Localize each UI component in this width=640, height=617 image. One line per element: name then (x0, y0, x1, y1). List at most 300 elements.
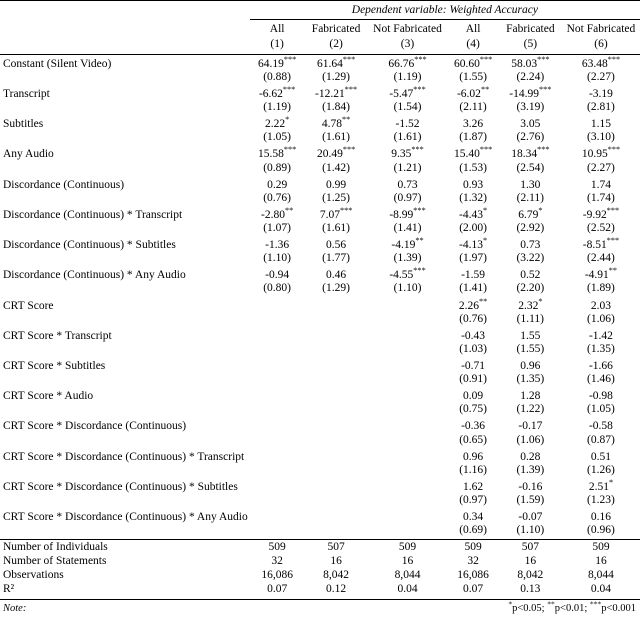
coefficient-row (0, 297, 640, 313)
stat-value: 16,086 (457, 569, 489, 582)
stat-value: 509 (447, 539, 498, 554)
variable-label: CRT Score * Subtitles (3, 360, 106, 373)
standard-error-cell: (1.26) (587, 463, 615, 476)
blank-label (0, 192, 250, 207)
coefficient-cell: 4.78** (321, 115, 351, 131)
coefficient-row (0, 86, 640, 102)
variable-label: CRT Score * Discordance (Continuous) * Subtitles (3, 480, 238, 493)
variable-label: CRT Score * Discordance (Continuous) * Transcript (3, 450, 245, 463)
stat-value: 509 (562, 539, 640, 554)
column-number: (1) (250, 36, 305, 55)
coefficient-cell: 18.34*** (511, 145, 550, 161)
standard-error-cell (368, 494, 448, 509)
standard-error-cell (250, 524, 305, 539)
note-row (0, 600, 640, 617)
stat-value: 509 (250, 539, 305, 554)
standard-error-cell (368, 343, 448, 358)
variable-label: Constant (Silent Video) (3, 57, 112, 70)
coefficient-cell (305, 448, 368, 464)
blank-label (0, 282, 250, 297)
coefficient-cell (305, 418, 368, 434)
standard-error-cell: (1.77) (322, 252, 350, 265)
standard-error-row (0, 101, 640, 116)
standard-error-cell (368, 464, 448, 479)
coefficient-cell: 0.52 (520, 269, 541, 282)
variable-label: Discordance (Continuous) * Subtitles (3, 239, 176, 252)
note-label: Note: (0, 600, 250, 617)
stat-value: 507 (499, 539, 562, 554)
coefficient-cell (250, 478, 305, 494)
standard-error-row (0, 403, 640, 418)
coefficient-cell (368, 388, 448, 404)
standard-error-row (0, 524, 640, 539)
coefficient-cell: -0.17 (518, 420, 543, 433)
significance-note: *p<0.05; **p<0.01; ***p<0.001 (250, 600, 640, 617)
standard-error-cell (305, 343, 368, 358)
coefficient-cell: 64.19*** (257, 55, 297, 70)
stat-label: Observations (3, 569, 64, 582)
standard-error-row (0, 494, 640, 509)
standard-error-cell (368, 313, 448, 328)
standard-error-cell: (2.11) (516, 191, 545, 204)
coefficient-cell: -6.62*** (258, 85, 296, 101)
coefficient-cell: 0.46 (326, 269, 347, 282)
stat-value: 0.07 (267, 583, 288, 596)
blank-label (0, 434, 250, 449)
coefficient-cell: -0.71 (461, 360, 486, 373)
standard-error-cell: (2.52) (587, 222, 615, 235)
stat-value: 0.04 (590, 583, 612, 596)
standard-error-cell: (0.97) (459, 494, 487, 506)
standard-error-cell: (2.27) (587, 70, 615, 83)
dependent-variable-header: Dependent variable: Weighted Accuracy (250, 1, 640, 20)
standard-error-cell: (2.92) (516, 222, 545, 235)
standard-error-cell: (3.10) (587, 131, 615, 144)
coefficient-cell: 3.05 (520, 118, 541, 131)
variable-label: Discordance (Continuous) * Any Audio (3, 269, 186, 282)
standard-error-cell: (1.05) (587, 403, 615, 416)
standard-error-cell: (1.54) (393, 101, 422, 114)
coefficient-row (0, 448, 640, 464)
standard-error-cell: (0.96) (587, 524, 615, 537)
coefficient-cell: 60.60*** (453, 55, 493, 70)
stat-value: 16 (524, 554, 537, 567)
standard-error-cell: (1.41) (459, 282, 487, 295)
standard-error-cell: (0.88) (263, 70, 292, 83)
standard-error-cell: (1.41) (393, 222, 422, 235)
stat-value: 32 (467, 554, 479, 567)
coefficient-cell (250, 509, 305, 525)
standard-error-cell (368, 524, 448, 539)
standard-error-cell: (2.54) (516, 161, 545, 174)
coefficient-cell: -4.13* (459, 236, 488, 252)
coefficient-cell: 58.03*** (511, 55, 550, 70)
coefficient-cell: 3.26 (463, 118, 484, 131)
blank-label (0, 464, 250, 479)
coefficient-cell: 10.95*** (581, 145, 621, 161)
blank-label (0, 494, 250, 509)
standard-error-cell: (1.59) (516, 494, 545, 506)
blank-label (0, 131, 250, 146)
summary-stat-row (0, 554, 640, 568)
coefficient-cell: -12.21*** (315, 85, 358, 101)
stat-value: 0.12 (326, 583, 347, 596)
standard-error-cell: (2.11) (459, 101, 487, 114)
coefficient-cell: 15.58*** (257, 145, 297, 161)
coefficient-cell (250, 297, 305, 313)
coefficient-cell: 0.96 (463, 450, 484, 463)
standard-error-cell: (1.32) (459, 191, 487, 204)
standard-error-cell: (1.55) (459, 70, 487, 83)
blank-label (0, 101, 250, 116)
standard-error-cell: (1.29) (322, 70, 350, 83)
table-footer (0, 600, 640, 617)
coefficient-row (0, 176, 640, 192)
blank-label (0, 252, 250, 267)
stat-label: R² (3, 583, 15, 596)
standard-error-cell: (0.76) (263, 191, 292, 204)
coefficient-cell: 1.55 (520, 329, 541, 342)
blank-label (0, 343, 250, 358)
variable-label: CRT Score * Discordance (Continuous) * Any Audio (3, 511, 248, 524)
standard-error-cell: (1.10) (393, 282, 422, 295)
standard-error-cell: (1.35) (587, 342, 615, 355)
coefficient-cell (250, 388, 305, 404)
standard-error-cell: (0.75) (459, 403, 487, 416)
standard-error-cell: (1.22) (516, 403, 545, 416)
standard-error-cell: (1.19) (393, 70, 422, 83)
standard-error-cell (250, 464, 305, 479)
coefficient-cell (368, 297, 448, 313)
stat-label: Number of Individuals (0, 539, 250, 554)
standard-error-cell (250, 434, 305, 449)
coefficient-cell (305, 327, 368, 343)
standard-error-row (0, 373, 640, 388)
coefficient-row (0, 146, 640, 162)
coefficient-cell: 20.49*** (316, 145, 356, 161)
coefficient-cell: 1.62 (463, 480, 484, 493)
coefficient-cell: 0.29 (267, 178, 288, 191)
standard-error-cell (305, 494, 368, 509)
table-body (0, 55, 640, 600)
coefficient-cell: 0.99 (326, 178, 347, 191)
coefficient-cell: 66.76*** (388, 55, 427, 70)
coefficient-cell: 0.34 (463, 511, 484, 524)
standard-error-cell (368, 373, 448, 388)
blank-label (0, 373, 250, 388)
coefficient-cell (305, 509, 368, 525)
standard-error-row (0, 313, 640, 328)
standard-error-cell: (1.21) (393, 161, 422, 174)
standard-error-cell: (0.69) (459, 524, 487, 537)
coefficient-cell: -0.58 (588, 420, 613, 433)
coefficient-cell: -3.19 (588, 88, 613, 101)
standard-error-cell: (0.91) (459, 373, 487, 386)
coefficient-row (0, 358, 640, 374)
standard-error-cell (305, 403, 368, 418)
standard-error-cell: (1.74) (587, 191, 615, 204)
stat-value: 16,086 (261, 569, 293, 582)
standard-error-row (0, 71, 640, 86)
coefficient-cell: 0.51 (590, 450, 612, 463)
standard-error-cell: (2.44) (587, 252, 615, 265)
coefficient-row (0, 237, 640, 253)
coefficient-cell: -8.99*** (389, 206, 426, 221)
coefficient-cell (305, 297, 368, 313)
coefficient-cell: -2.80** (261, 206, 294, 221)
standard-error-cell: (1.03) (459, 342, 487, 355)
standard-error-row (0, 343, 640, 358)
coefficient-row (0, 116, 640, 132)
standard-error-cell (305, 464, 368, 479)
standard-error-cell: (2.20) (516, 282, 545, 295)
coefficient-cell: -1.59 (461, 269, 486, 282)
standard-error-cell (368, 434, 448, 449)
standard-error-cell: (1.89) (587, 282, 615, 295)
stat-value: 16 (595, 554, 607, 567)
coefficient-cell (368, 358, 448, 374)
column-number: (3) (368, 36, 448, 55)
corner-blank (0, 20, 250, 37)
coefficient-cell: 1.74 (590, 178, 612, 191)
standard-error-cell: (0.65) (459, 433, 487, 446)
coefficient-cell (368, 327, 448, 343)
standard-error-cell (250, 373, 305, 388)
coefficient-cell (250, 358, 305, 374)
coefficient-cell (305, 478, 368, 494)
standard-error-cell: (0.76) (459, 312, 487, 325)
coefficient-cell: -1.52 (395, 118, 420, 131)
standard-error-cell: (1.10) (263, 252, 292, 265)
standard-error-cell: (1.23) (587, 494, 615, 506)
coefficient-cell: 0.56 (326, 239, 347, 252)
coefficient-cell: -8.51*** (582, 236, 620, 252)
standard-error-cell: (0.80) (263, 282, 292, 295)
stat-value: 32 (271, 554, 283, 567)
blank-label (0, 524, 250, 539)
standard-error-cell (305, 373, 368, 388)
standard-error-cell: (2.00) (459, 222, 487, 235)
standard-error-row (0, 222, 640, 237)
coefficient-cell (368, 509, 448, 525)
standard-error-row (0, 192, 640, 207)
stat-value: 8,042 (323, 569, 350, 582)
column-label: Fabricated (506, 23, 555, 36)
column-number: (2) (305, 36, 368, 55)
coefficient-cell: -5.47*** (389, 85, 426, 101)
standard-error-cell: (1.19) (263, 101, 292, 114)
coefficient-cell: -0.43 (461, 329, 486, 342)
coefficient-cell (305, 358, 368, 374)
standard-error-row (0, 252, 640, 267)
variable-label: Any Audio (3, 148, 54, 161)
standard-error-row (0, 464, 640, 479)
coefficient-cell: -4.19** (391, 236, 424, 252)
coefficient-row (0, 55, 640, 71)
standard-error-cell: (0.97) (393, 191, 422, 204)
standard-error-cell: (1.55) (516, 342, 545, 355)
stat-value: 8,044 (588, 569, 614, 582)
coefficient-cell: -0.36 (461, 420, 486, 433)
standard-error-cell: (1.39) (393, 252, 422, 265)
standard-error-cell: (1.16) (459, 463, 487, 476)
standard-error-cell: (1.05) (263, 131, 292, 144)
coefficient-cell: 1.30 (520, 178, 541, 191)
coefficient-cell: 2.32* (518, 296, 543, 312)
coefficient-cell: -6.02** (456, 85, 490, 101)
standard-error-cell: (0.89) (263, 161, 292, 174)
column-number: (5) (499, 36, 562, 55)
standard-error-row (0, 282, 640, 297)
variable-label: CRT Score (3, 299, 54, 312)
coefficient-cell: -0.07 (518, 511, 543, 524)
standard-error-cell (250, 313, 305, 328)
column-label: All (465, 23, 481, 36)
coefficient-cell: 0.73 (520, 239, 541, 252)
coefficient-cell: -1.66 (588, 360, 613, 373)
standard-error-cell: (3.22) (516, 252, 545, 265)
coefficient-cell (368, 418, 448, 434)
stat-value: 0.13 (520, 583, 541, 596)
column-number: (4) (447, 36, 498, 55)
variable-label: CRT Score * Discordance (Continuous) (3, 420, 187, 433)
coefficient-row (0, 478, 640, 494)
standard-error-cell (250, 403, 305, 418)
blank-label (0, 162, 250, 177)
coefficient-cell (368, 448, 448, 464)
stat-value: 0.04 (397, 583, 418, 596)
variable-label: Transcript (3, 88, 50, 101)
coefficient-cell: 63.48*** (581, 55, 621, 70)
standard-error-cell: (2.81) (587, 101, 615, 114)
coefficient-cell: -9.92*** (582, 206, 620, 221)
stat-value: 507 (305, 539, 368, 554)
coefficient-cell: 7.07*** (319, 206, 353, 221)
coefficient-row (0, 388, 640, 404)
coefficient-cell: 0.93 (463, 178, 484, 191)
standard-error-cell (250, 494, 305, 509)
coefficient-row (0, 509, 640, 525)
coefficient-cell: 2.03 (590, 299, 612, 312)
standard-error-cell (368, 403, 448, 418)
coefficient-row (0, 327, 640, 343)
coefficient-cell: 0.73 (397, 178, 418, 191)
coefficient-cell: 2.22* (264, 115, 290, 131)
standard-error-cell: (1.10) (516, 524, 545, 537)
coefficient-cell: 1.28 (520, 390, 541, 403)
blank-label (0, 71, 250, 86)
coefficient-cell (305, 388, 368, 404)
stat-value: 509 (368, 539, 448, 554)
standard-error-row (0, 131, 640, 146)
standard-error-cell: (2.76) (516, 131, 545, 144)
coefficient-cell: -1.36 (265, 239, 290, 252)
standard-error-cell: (1.87) (459, 131, 487, 144)
standard-error-cell: (1.61) (322, 222, 350, 235)
standard-error-cell: (0.87) (587, 433, 615, 446)
coefficient-cell (368, 478, 448, 494)
table-header (0, 1, 640, 55)
coefficient-cell: 0.96 (520, 360, 541, 373)
standard-error-cell: (1.06) (516, 433, 545, 446)
variable-label: Discordance (Continuous) * Transcript (3, 208, 183, 221)
standard-error-row (0, 434, 640, 449)
standard-error-cell: (1.29) (322, 282, 350, 295)
coefficient-cell: 0.09 (463, 390, 484, 403)
coefficient-row (0, 206, 640, 222)
standard-error-cell (305, 434, 368, 449)
standard-error-cell: (1.61) (322, 131, 350, 144)
blank-label (0, 222, 250, 237)
standard-error-cell: (1.46) (587, 373, 615, 386)
coefficient-cell (250, 327, 305, 343)
coefficient-cell: 2.51* (588, 478, 614, 493)
coefficient-cell: 9.35*** (391, 145, 424, 161)
coefficient-row (0, 418, 640, 434)
standard-error-cell: (2.27) (587, 161, 615, 174)
blank-label (0, 403, 250, 418)
standard-error-cell: (1.39) (516, 463, 545, 476)
standard-error-cell: (1.84) (322, 101, 350, 114)
coefficient-cell: -1.42 (588, 329, 613, 342)
variable-label: CRT Score * Transcript (3, 329, 112, 342)
coefficient-cell: -14.99*** (509, 85, 552, 101)
coefficient-cell: 0.28 (520, 450, 541, 463)
coefficient-cell (250, 418, 305, 434)
corner-blank (0, 36, 250, 55)
standard-error-cell: (3.19) (516, 101, 545, 114)
standard-error-cell: (1.53) (459, 161, 487, 174)
column-label: All (269, 23, 285, 36)
standard-error-cell: (1.07) (263, 222, 292, 235)
coefficient-cell (250, 448, 305, 464)
coefficient-cell: 6.79* (518, 206, 543, 221)
coefficient-cell: -4.43* (459, 206, 488, 221)
coefficient-cell: -0.16 (518, 480, 543, 493)
column-label: Not Fabricated (566, 23, 636, 36)
summary-stat-row (0, 582, 640, 600)
standard-error-cell: (1.61) (393, 131, 422, 144)
variable-label: Discordance (Continuous) (3, 178, 125, 191)
coefficient-cell: 61.64*** (316, 55, 356, 70)
standard-error-cell: (1.97) (459, 252, 487, 265)
standard-error-cell: (1.11) (516, 312, 545, 325)
stat-value: 8,044 (394, 569, 421, 582)
summary-stat-row (0, 568, 640, 582)
column-label: Not Fabricated (373, 23, 442, 36)
standard-error-cell (305, 313, 368, 328)
corner-blank (0, 1, 250, 20)
stat-label: Number of Statements (3, 554, 107, 567)
blank-label (0, 313, 250, 328)
coefficient-cell: 2.26** (458, 296, 488, 312)
coefficient-row (0, 267, 640, 283)
stat-value: 8,042 (517, 569, 544, 582)
standard-error-cell (250, 343, 305, 358)
coefficient-cell: -0.98 (588, 390, 613, 403)
standard-error-cell: (1.25) (322, 191, 350, 204)
variable-label: CRT Score * Audio (3, 390, 94, 403)
variable-label: Subtitles (3, 118, 44, 131)
standard-error-cell: (1.06) (587, 312, 615, 325)
coefficient-cell: -4.55*** (389, 266, 426, 282)
standard-error-cell (305, 524, 368, 539)
coefficient-cell: 1.15 (590, 118, 612, 131)
summary-stat-row (0, 539, 640, 554)
standard-error-cell: (1.42) (322, 161, 350, 174)
coefficient-cell: 0.16 (590, 511, 612, 524)
column-label: Fabricated (311, 23, 361, 36)
